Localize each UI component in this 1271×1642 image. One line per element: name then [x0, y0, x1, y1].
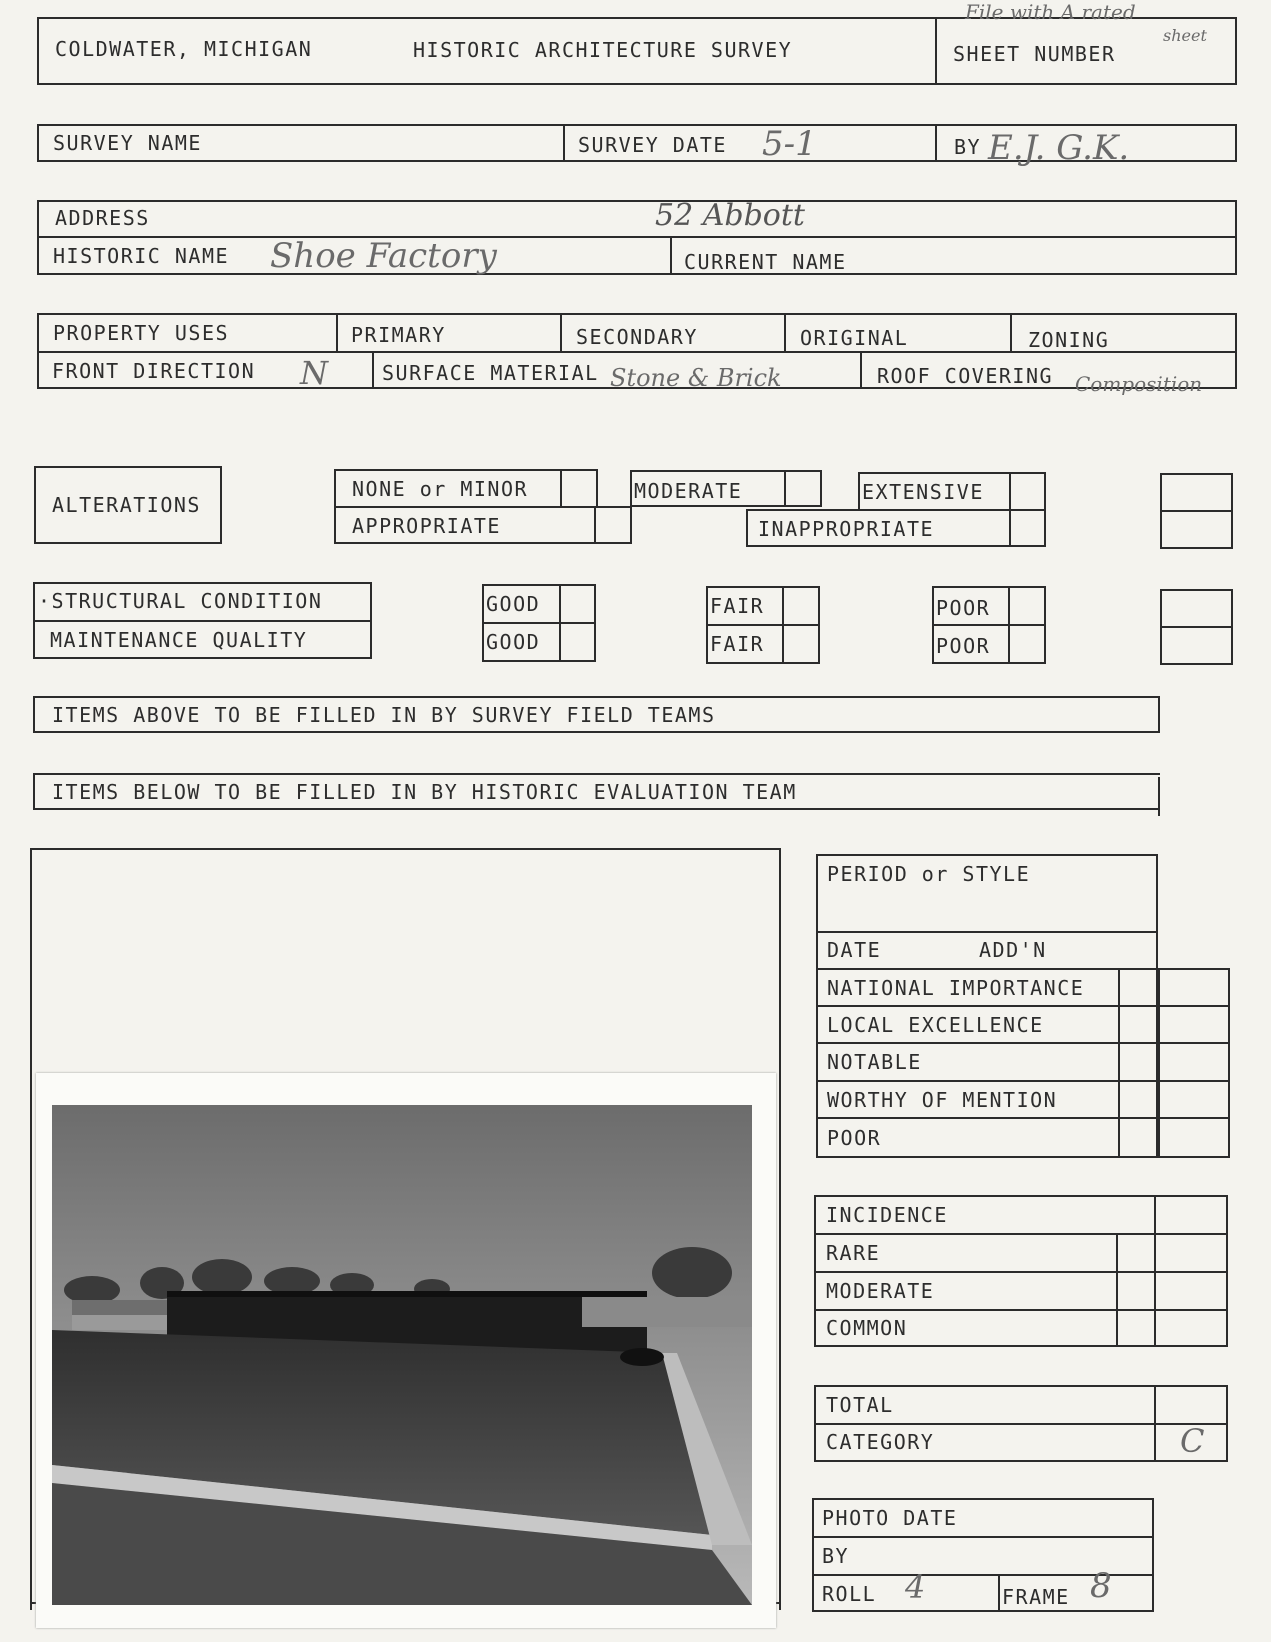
original-label: ORIGINAL: [800, 326, 909, 350]
property-divider-5: [372, 351, 374, 389]
alt-moderate-checkbox[interactable]: [784, 470, 822, 507]
structural-poor-checkbox[interactable]: [1010, 588, 1044, 622]
rare-label: RARE: [826, 1241, 881, 1265]
alt-extensive-label: EXTENSIVE: [862, 480, 984, 504]
surface-material-label: SURFACE MATERIAL: [382, 361, 599, 385]
eval-row-divider-5: [816, 1156, 1230, 1158]
address-value: 52 Abbott: [655, 198, 805, 233]
incidence-col-1: [1116, 1233, 1118, 1347]
note-below-right-edge: [1158, 777, 1160, 816]
photo-info-col: [998, 1574, 1000, 1612]
frame-value: 8: [1090, 1566, 1112, 1606]
eval-row-divider-1: [816, 1005, 1230, 1007]
total-label: TOTAL: [826, 1393, 894, 1417]
structural-poor-label: POOR: [936, 596, 991, 620]
front-direction-label: FRONT DIRECTION: [52, 359, 256, 383]
note-above-label: ITEMS ABOVE TO BE FILLED IN BY SURVEY FIELD TEAMS: [52, 703, 716, 727]
property-divider-2: [560, 313, 562, 351]
structural-condition-label: ·STRUCTURAL CONDITION: [38, 589, 323, 613]
cond-extra-box-bottom: [1160, 626, 1233, 665]
alt-appropriate-label: APPROPRIATE: [352, 514, 501, 538]
sheet-number-label: SHEET NUMBER: [953, 42, 1116, 66]
file-note-line1: File with A rated: [965, 0, 1136, 24]
alt-extra-box-top: [1160, 473, 1233, 512]
incidence-row-3: [814, 1309, 1228, 1311]
notable-label: NOTABLE: [827, 1050, 922, 1074]
survey-date-label: SURVEY DATE: [578, 133, 727, 157]
structural-fair-checkbox[interactable]: [784, 588, 818, 622]
address-divider-h: [37, 236, 1237, 238]
address-divider-v: [670, 236, 672, 275]
incidence-moderate-label: MODERATE: [826, 1279, 935, 1303]
survey-by-value: E.J. G.K.: [988, 128, 1130, 168]
alt-extra-box-bottom: [1160, 510, 1233, 549]
category-value: C: [1180, 1422, 1205, 1460]
category-label: CATEGORY: [826, 1430, 935, 1454]
eval-row-divider-3: [816, 1080, 1230, 1082]
alt-inappropriate-label: INAPPROPRIATE: [758, 517, 935, 541]
maintenance-poor-checkbox[interactable]: [1010, 626, 1044, 662]
date-label: DATE: [827, 938, 882, 962]
eval-row-divider-2: [816, 1042, 1230, 1044]
city-label: COLDWATER, MICHIGAN: [55, 37, 313, 61]
surface-material-value: Stone & Brick: [610, 364, 782, 392]
worthy-of-mention-label: WORTHY OF MENTION: [827, 1088, 1058, 1112]
incidence-row-2: [814, 1271, 1228, 1273]
total-divider: [814, 1423, 1228, 1425]
property-uses-label: PROPERTY USES: [53, 321, 230, 345]
secondary-label: SECONDARY: [576, 325, 698, 349]
property-divider-1: [336, 313, 338, 351]
photo-date-label: PHOTO DATE: [822, 1506, 958, 1530]
incidence-label: INCIDENCE: [826, 1203, 948, 1227]
survey-date-value: 5-1: [762, 124, 817, 164]
survey-name-label: SURVEY NAME: [53, 131, 202, 155]
survey-divider-2: [935, 124, 937, 162]
current-name-label: CURRENT NAME: [684, 250, 847, 274]
period-style-label: PERIOD or STYLE: [827, 862, 1031, 886]
incidence-row-1: [814, 1233, 1228, 1235]
alt-none-minor-checkbox[interactable]: [560, 469, 598, 508]
photo-by-label: BY: [822, 1544, 850, 1568]
historic-name-value: Shoe Factory: [270, 236, 497, 276]
national-importance-label: NATIONAL IMPORTANCE: [827, 976, 1085, 1000]
maintenance-good-label: GOOD: [486, 630, 541, 654]
property-divider-4: [1010, 313, 1012, 351]
property-divider-3: [784, 313, 786, 351]
maintenance-fair-label: FAIR: [710, 632, 765, 656]
survey-title: HISTORIC ARCHITECTURE SURVEY: [413, 38, 793, 62]
common-label: COMMON: [826, 1316, 908, 1340]
building-photo-image: [52, 1105, 752, 1605]
address-label: ADDRESS: [55, 206, 150, 230]
addn-label: ADD'N: [979, 938, 1047, 962]
note-below-label: ITEMS BELOW TO BE FILLED IN BY HISTORIC EVALUATION TEAM: [52, 780, 797, 804]
alt-none-minor-label: NONE or MINOR: [352, 477, 529, 501]
photo-info-row-1: [812, 1536, 1154, 1538]
eval-divider-period: [816, 931, 1158, 933]
zoning-label: ZONING: [1028, 328, 1110, 352]
cond-extra-box-top: [1160, 589, 1233, 628]
property-divider-6: [860, 351, 862, 389]
building-photo: [52, 1105, 752, 1605]
eval-row-divider-4: [816, 1117, 1230, 1119]
alterations-label: ALTERATIONS: [52, 493, 201, 517]
primary-label: PRIMARY: [351, 323, 446, 347]
maintenance-fair-checkbox[interactable]: [784, 626, 818, 662]
structural-good-checkbox[interactable]: [561, 586, 594, 620]
alt-inappropriate-checkbox[interactable]: [1009, 509, 1046, 547]
historic-name-label: HISTORIC NAME: [53, 244, 230, 268]
roll-label: ROLL: [822, 1582, 877, 1606]
eval-poor-label: POOR: [827, 1126, 882, 1150]
frame-label: FRAME: [1002, 1585, 1070, 1609]
total-col: [1154, 1385, 1156, 1462]
condition-divider: [33, 620, 372, 622]
maintenance-good-checkbox[interactable]: [561, 624, 594, 660]
front-direction-value: N: [300, 354, 328, 392]
local-excellence-label: LOCAL EXCELLENCE: [827, 1013, 1044, 1037]
roof-covering-label: ROOF COVERING: [877, 364, 1054, 388]
roll-value: 4: [905, 1568, 926, 1606]
maintenance-quality-label: MAINTENANCE QUALITY: [50, 628, 308, 652]
roof-covering-value: Composition: [1075, 372, 1203, 396]
file-note-line2: sheet: [1163, 26, 1207, 45]
survey-divider-1: [563, 124, 565, 162]
alt-appropriate-checkbox[interactable]: [594, 506, 632, 544]
eval-score-col-2: [1158, 968, 1160, 1158]
maintenance-poor-label: POOR: [936, 634, 991, 658]
survey-by-label: BY: [954, 135, 982, 159]
structural-fair-label: FAIR: [710, 594, 765, 618]
eval-score-col-1: [1118, 968, 1120, 1158]
alt-moderate-label: MODERATE: [634, 479, 743, 503]
alt-extensive-checkbox[interactable]: [1009, 472, 1046, 511]
header-divider: [935, 17, 937, 85]
attached-photograph: [36, 1073, 776, 1628]
structural-good-label: GOOD: [486, 592, 541, 616]
